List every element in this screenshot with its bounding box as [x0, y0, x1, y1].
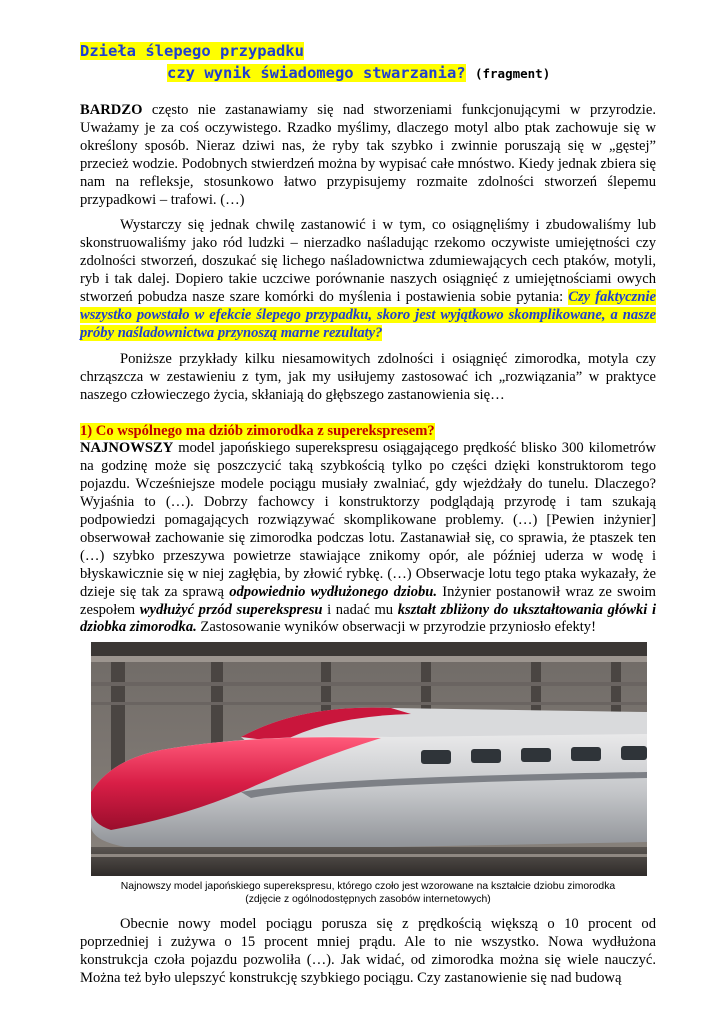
- highlighted-question: Czy faktycznie wszystko powstało w efekcie ślepego przypadku, skoro jest wyjątkowo skomplikowane, a nasze próby naśladownictwa przynoszą marne rezultaty?: [80, 289, 656, 341]
- intro-paragraph-2: Wystarczy się jednak chwilę zastanowić i w tym, co osiągnęliśmy i zbudowaliśmy lub skonstruowaliśmy jako ród ludzki – nierzadko naśladując rzekomo oczywiste umiejętności czy zdolności stworzeń, doszukać się lichego naśladownictwa zdumiewających cech ptaków, motyli, ryb i tak dalej. Dopiero takie uczciwe porównanie naszych osiągnięć z umiejętnościami owych stworzeń pobudza nasze szare komórki do myślenia i postawienia sobie pytania: Czy faktycznie wszystko powstało w efekcie ślepego przypadku, skoro jest wyjątkowo skomplikowane, a nasze próby naśladownictwa przynoszą marne rezultaty?: [80, 217, 656, 341]
- document-page: [80, 40, 656, 988]
- section-1-paragraph: NAJNOWSZY model japońskiego superekspresu osiągającego prędkość blisko 300 kilometrów na godzinę może się poszczycić taką szybkością tylko po części dzięki konstruktorom tego pojazdu. Wcześniejsze modele pociągu musiały zwalniać, gdy wjeżdżały do tunelu. Dlaczego? Wyjaśnia to (…). Dobrzy fachowcy i konstruktorzy podglądają przyrodę i tam szukają podpowiedzi pomagających rozwiązywać skomplikowane problemy. (…) [Pewien inżynier] obserwował zachowanie się zimorodka podczas lotu. Zastanawiał się, co sprawia, że ptaszek ten (…) szybko przeszywa powietrze stawiające znikomy opór, ale później uderza w wodę i błyskawicznie się w niej zagłębia, by złowić rybkę. (…) Obserwacje lotu tego ptaka wykazały, że dzieje się tak za sprawą odpowiednio wydłużonego dziobu. Inżynier postanowił wraz ze swoim zespołem wydłużyć przód superekspresu i nadać mu kształt zbliżony do ukształtowania główki i dziobka zimorodka. Zastosowanie wyników obserwacji w przyrodzie przyniosło efekty!: [80, 440, 657, 636]
- section-1-heading: 1) Co wspólnego ma dziób zimorodka z superekspresem?: [80, 422, 435, 439]
- section-1-after-photo-paragraph: Obecnie nowy model pociągu porusza się z prędkością większą o 10 procent od poprzedniej i zużywa o 15 procent mniej prądu. Ale to nie wszystko. Nowa wydłużona konstrukcja czoła pojazdu pozwoliła (…). Jak widać, od zimorodka można się wiele nauczyć. Można też było ulepszyć konstrukcję szybkiego pociągu. Czy zastanowienie się nad budową: [80, 916, 656, 987]
- title-line-1: Dzieła ślepego przypadku: [80, 42, 304, 60]
- intro-paragraph-1: BARDZO często nie zastanawiamy się nad stworzeniami funkcjonującymi w przyrodzie. Uważamy je za coś oczywistego. Rzadko myślimy, dlaczego motyl albo ptak zachowuje się w określony sposób. Nieraz dziwi nas, że ryby tak szybko i zwinnie poruszają się w „gęstej” przecież wodzie. Podobnych stwierdzeń można by wypisać całe mnóstwo. Kiedy jednak zbiera się nam na refleksje, stosunkowo łatwo przypisujemy rozmaite zdolności stworzeń ślepemu przypadkowi – trafowi. (…): [80, 102, 656, 208]
- title-line-2: czy wynik świadomego stwarzania? (fragment): [167, 64, 551, 82]
- title-fragment-note: (fragment): [474, 66, 551, 81]
- intro-paragraph-3: Poniższe przykłady kilku niesamowitych zdolności i osiągnięć zimorodka, motyla czy chrząszcza w zestawieniu z tym, jak my usiłujemy zastosować ich „rozwiązania” w praktyce naszego człowieczego życia, skłaniają do głębszego zastanowienia się…: [80, 350, 656, 403]
- photo-caption: Najnowszy model japońskiego superekspresu, którego czoło jest wzorowane na kształcie dziobu zimorodka (zdjęcie z ogólnodostępnych zasobów internetowych): [120, 881, 616, 906]
- train-photo: [91, 642, 647, 876]
